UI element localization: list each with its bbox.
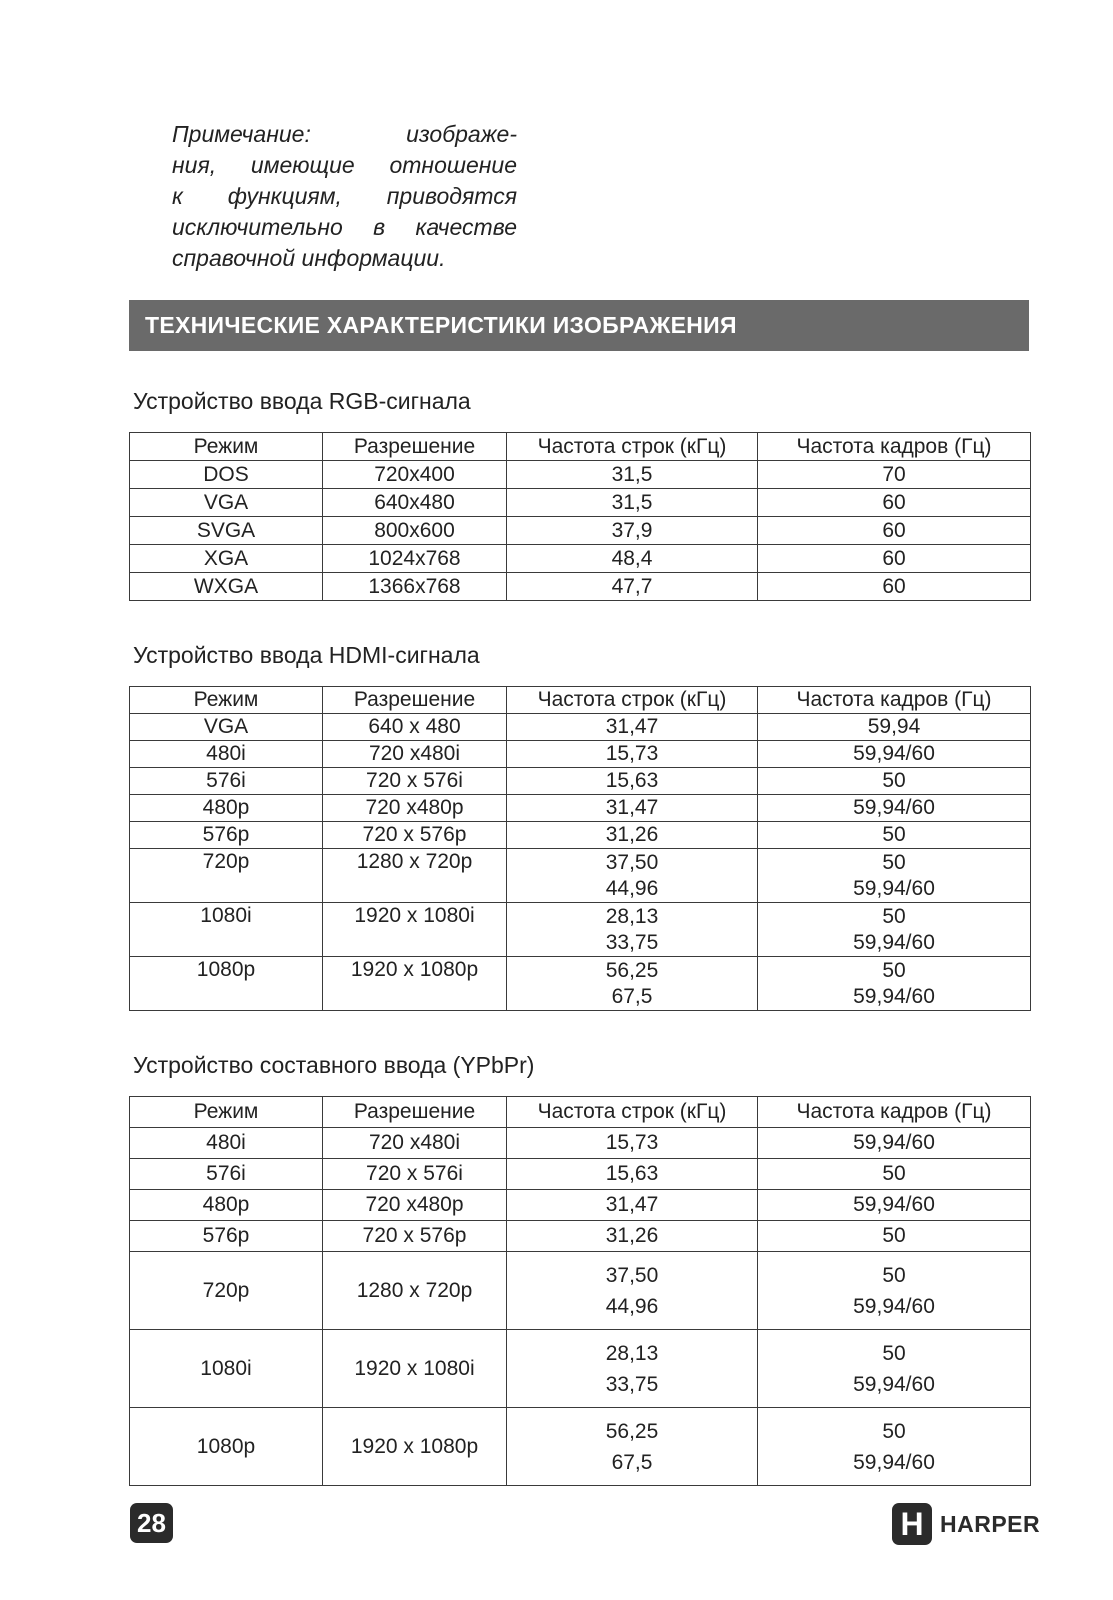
table-row bbox=[130, 714, 1031, 741]
cell-resolution: 800x600 bbox=[323, 517, 507, 545]
cell-frame-rate: 60 bbox=[758, 517, 1031, 545]
header-line-frequency: Частота строк (кГц) bbox=[507, 433, 758, 461]
cell-resolution: 720 x 576i bbox=[323, 1159, 507, 1190]
table-row bbox=[130, 1408, 1031, 1486]
cell-resolution: 720x400 bbox=[323, 461, 507, 489]
cell-resolution: 1920 x 1080i bbox=[323, 903, 507, 957]
cell-mode: 1080i bbox=[130, 903, 323, 957]
brand-logo bbox=[892, 1502, 1040, 1546]
cell-line-frequency: 15,63 bbox=[507, 1159, 758, 1190]
cell-frame-rate: 59,94/60 bbox=[758, 795, 1031, 822]
line-frequency-value: 37,50 bbox=[605, 850, 659, 874]
cell-line-frequency bbox=[507, 903, 758, 957]
cell-resolution: 1280 x 720p bbox=[323, 849, 507, 903]
cell-line-frequency: 31,47 bbox=[507, 795, 758, 822]
cell-line-frequency: 15,73 bbox=[507, 1128, 758, 1159]
table-row bbox=[130, 957, 1031, 1011]
cell-frame-rate: 59,94/60 bbox=[758, 1190, 1031, 1221]
table-header-row bbox=[130, 1097, 1031, 1128]
page-number: 28 bbox=[130, 1503, 173, 1543]
cell-resolution: 1366x768 bbox=[323, 573, 507, 601]
frame-rate-value: 59,94/60 bbox=[853, 876, 935, 900]
frame-rate-value: 50 bbox=[882, 850, 906, 874]
note-line: ния, имеющие отношение bbox=[172, 152, 517, 178]
cell-frame-rate: 50 bbox=[758, 1221, 1031, 1252]
cell-line-frequency: 15,63 bbox=[507, 768, 758, 795]
header-line-frequency: Частота строк (кГц) bbox=[507, 1097, 758, 1128]
table-row bbox=[130, 461, 1031, 489]
table-row bbox=[130, 741, 1031, 768]
cell-frame-rate: 50 bbox=[758, 768, 1031, 795]
line-frequency-value: 28,13 bbox=[605, 904, 659, 928]
cell-line-frequency: 31,5 bbox=[507, 461, 758, 489]
cell-mode: VGA bbox=[130, 714, 323, 741]
cell-mode: 576i bbox=[130, 1159, 323, 1190]
cell-resolution: 720 x 576p bbox=[323, 1221, 507, 1252]
table-row bbox=[130, 1190, 1031, 1221]
header-frame-rate: Частота кадров (Гц) bbox=[758, 433, 1031, 461]
cell-mode: 480i bbox=[130, 1128, 323, 1159]
cell-line-frequency: 31,47 bbox=[507, 1190, 758, 1221]
ypbpr-caption: Устройство составного ввода (YPbPr) bbox=[133, 1052, 535, 1078]
line-frequency-value: 67,5 bbox=[611, 984, 653, 1008]
cell-resolution: 1024x768 bbox=[323, 545, 507, 573]
ypbpr-table bbox=[129, 1096, 1031, 1486]
header-resolution: Разрешение bbox=[323, 687, 507, 714]
frame-rate-value: 50 bbox=[882, 958, 906, 982]
line-frequency-value: 56,25 bbox=[605, 958, 659, 982]
cell-frame-rate bbox=[758, 1252, 1031, 1330]
cell-line-frequency: 31,26 bbox=[507, 1221, 758, 1252]
header-line-frequency: Частота строк (кГц) bbox=[507, 687, 758, 714]
cell-resolution: 720 x480p bbox=[323, 1190, 507, 1221]
cell-line-frequency bbox=[507, 849, 758, 903]
note-line: Примечание: изображе- bbox=[172, 121, 517, 147]
frame-rate-value: 50 bbox=[882, 904, 906, 928]
table-row bbox=[130, 795, 1031, 822]
table-row bbox=[130, 768, 1031, 795]
cell-frame-rate: 59,94/60 bbox=[758, 1128, 1031, 1159]
table-row bbox=[130, 1159, 1031, 1190]
cell-frame-rate bbox=[758, 849, 1031, 903]
cell-mode: 1080i bbox=[130, 1330, 323, 1408]
cell-frame-rate bbox=[758, 1408, 1031, 1486]
cell-resolution: 1280 x 720p bbox=[323, 1252, 507, 1330]
frame-rate-value: 50 bbox=[882, 1263, 906, 1287]
cell-line-frequency bbox=[507, 1330, 758, 1408]
table-row bbox=[130, 489, 1031, 517]
table-header-row bbox=[130, 433, 1031, 461]
cell-line-frequency: 48,4 bbox=[507, 545, 758, 573]
note-paragraph bbox=[172, 119, 517, 274]
header-resolution: Разрешение bbox=[323, 433, 507, 461]
line-frequency-value: 28,13 bbox=[605, 1341, 659, 1365]
cell-resolution: 640x480 bbox=[323, 489, 507, 517]
cell-line-frequency bbox=[507, 957, 758, 1011]
cell-frame-rate: 70 bbox=[758, 461, 1031, 489]
cell-mode: DOS bbox=[130, 461, 323, 489]
table-row bbox=[130, 849, 1031, 903]
cell-mode: 480i bbox=[130, 741, 323, 768]
table-row bbox=[130, 903, 1031, 957]
cell-resolution: 640 x 480 bbox=[323, 714, 507, 741]
cell-mode: 576p bbox=[130, 1221, 323, 1252]
header-frame-rate: Частота кадров (Гц) bbox=[758, 1097, 1031, 1128]
frame-rate-value: 59,94/60 bbox=[853, 1294, 935, 1318]
header-mode: Режим bbox=[130, 687, 323, 714]
frame-rate-value: 59,94/60 bbox=[853, 1372, 935, 1396]
frame-rate-value: 59,94/60 bbox=[853, 1450, 935, 1474]
brand-name: HARPER bbox=[940, 1510, 1041, 1537]
cell-mode: 1080p bbox=[130, 1408, 323, 1486]
table-row bbox=[130, 1221, 1031, 1252]
frame-rate-value: 59,94/60 bbox=[853, 984, 935, 1008]
table-row bbox=[130, 1128, 1031, 1159]
cell-frame-rate: 60 bbox=[758, 573, 1031, 601]
line-frequency-value: 44,96 bbox=[605, 1294, 659, 1318]
cell-resolution: 720 x480p bbox=[323, 795, 507, 822]
line-frequency-value: 67,5 bbox=[611, 1450, 653, 1474]
hdmi-table bbox=[129, 686, 1031, 1011]
cell-frame-rate bbox=[758, 1330, 1031, 1408]
cell-resolution: 720 x480i bbox=[323, 741, 507, 768]
cell-frame-rate: 50 bbox=[758, 822, 1031, 849]
line-frequency-value: 33,75 bbox=[605, 930, 659, 954]
table-row bbox=[130, 1330, 1031, 1408]
line-frequency-value: 44,96 bbox=[605, 876, 659, 900]
table-row bbox=[130, 517, 1031, 545]
cell-mode: 576i bbox=[130, 768, 323, 795]
table-row bbox=[130, 822, 1031, 849]
line-frequency-value: 37,50 bbox=[605, 1263, 659, 1287]
line-frequency-value: 33,75 bbox=[605, 1372, 659, 1396]
table-row bbox=[130, 573, 1031, 601]
frame-rate-value: 50 bbox=[882, 1341, 906, 1365]
cell-resolution: 1920 x 1080p bbox=[323, 957, 507, 1011]
cell-mode: 576p bbox=[130, 822, 323, 849]
cell-resolution: 720 x 576i bbox=[323, 768, 507, 795]
rgb-table bbox=[129, 432, 1031, 601]
table-header-row bbox=[130, 687, 1031, 714]
cell-resolution: 720 x480i bbox=[323, 1128, 507, 1159]
cell-line-frequency: 37,9 bbox=[507, 517, 758, 545]
cell-frame-rate: 59,94 bbox=[758, 714, 1031, 741]
rgb-caption: Устройство ввода RGB-сигнала bbox=[133, 388, 471, 414]
note-line: исключительно в качестве bbox=[172, 214, 517, 240]
cell-frame-rate: 60 bbox=[758, 545, 1031, 573]
header-frame-rate: Частота кадров (Гц) bbox=[758, 687, 1031, 714]
note-line: справочной информации. bbox=[172, 245, 446, 271]
cell-frame-rate bbox=[758, 957, 1031, 1011]
frame-rate-value: 59,94/60 bbox=[853, 930, 935, 954]
cell-line-frequency: 31,5 bbox=[507, 489, 758, 517]
cell-frame-rate bbox=[758, 903, 1031, 957]
cell-frame-rate: 59,94/60 bbox=[758, 741, 1031, 768]
cell-line-frequency: 15,73 bbox=[507, 741, 758, 768]
cell-mode: XGA bbox=[130, 545, 323, 573]
cell-mode: VGA bbox=[130, 489, 323, 517]
cell-mode: 720p bbox=[130, 1252, 323, 1330]
cell-line-frequency: 47,7 bbox=[507, 573, 758, 601]
table-row bbox=[130, 1252, 1031, 1330]
header-resolution: Разрешение bbox=[323, 1097, 507, 1128]
cell-line-frequency: 31,47 bbox=[507, 714, 758, 741]
cell-mode: WXGA bbox=[130, 573, 323, 601]
cell-frame-rate: 50 bbox=[758, 1159, 1031, 1190]
header-mode: Режим bbox=[130, 1097, 323, 1128]
note-line: к функциям, приводятся bbox=[172, 183, 517, 209]
cell-line-frequency bbox=[507, 1252, 758, 1330]
cell-mode: 480p bbox=[130, 795, 323, 822]
table-row bbox=[130, 545, 1031, 573]
harper-logo-icon: H bbox=[892, 1503, 932, 1545]
header-mode: Режим bbox=[130, 433, 323, 461]
cell-line-frequency: 31,26 bbox=[507, 822, 758, 849]
hdmi-caption: Устройство ввода HDMI-сигнала bbox=[133, 642, 480, 668]
cell-mode: 1080p bbox=[130, 957, 323, 1011]
cell-mode: 480p bbox=[130, 1190, 323, 1221]
cell-resolution: 1920 x 1080i bbox=[323, 1330, 507, 1408]
section-banner: ТЕХНИЧЕСКИЕ ХАРАКТЕРИСТИКИ ИЗОБРАЖЕНИЯ bbox=[129, 300, 1029, 351]
cell-mode: 720p bbox=[130, 849, 323, 903]
cell-line-frequency bbox=[507, 1408, 758, 1486]
frame-rate-value: 50 bbox=[882, 1419, 906, 1443]
line-frequency-value: 56,25 bbox=[605, 1419, 659, 1443]
cell-resolution: 1920 x 1080p bbox=[323, 1408, 507, 1486]
cell-frame-rate: 60 bbox=[758, 489, 1031, 517]
cell-resolution: 720 x 576p bbox=[323, 822, 507, 849]
cell-mode: SVGA bbox=[130, 517, 323, 545]
